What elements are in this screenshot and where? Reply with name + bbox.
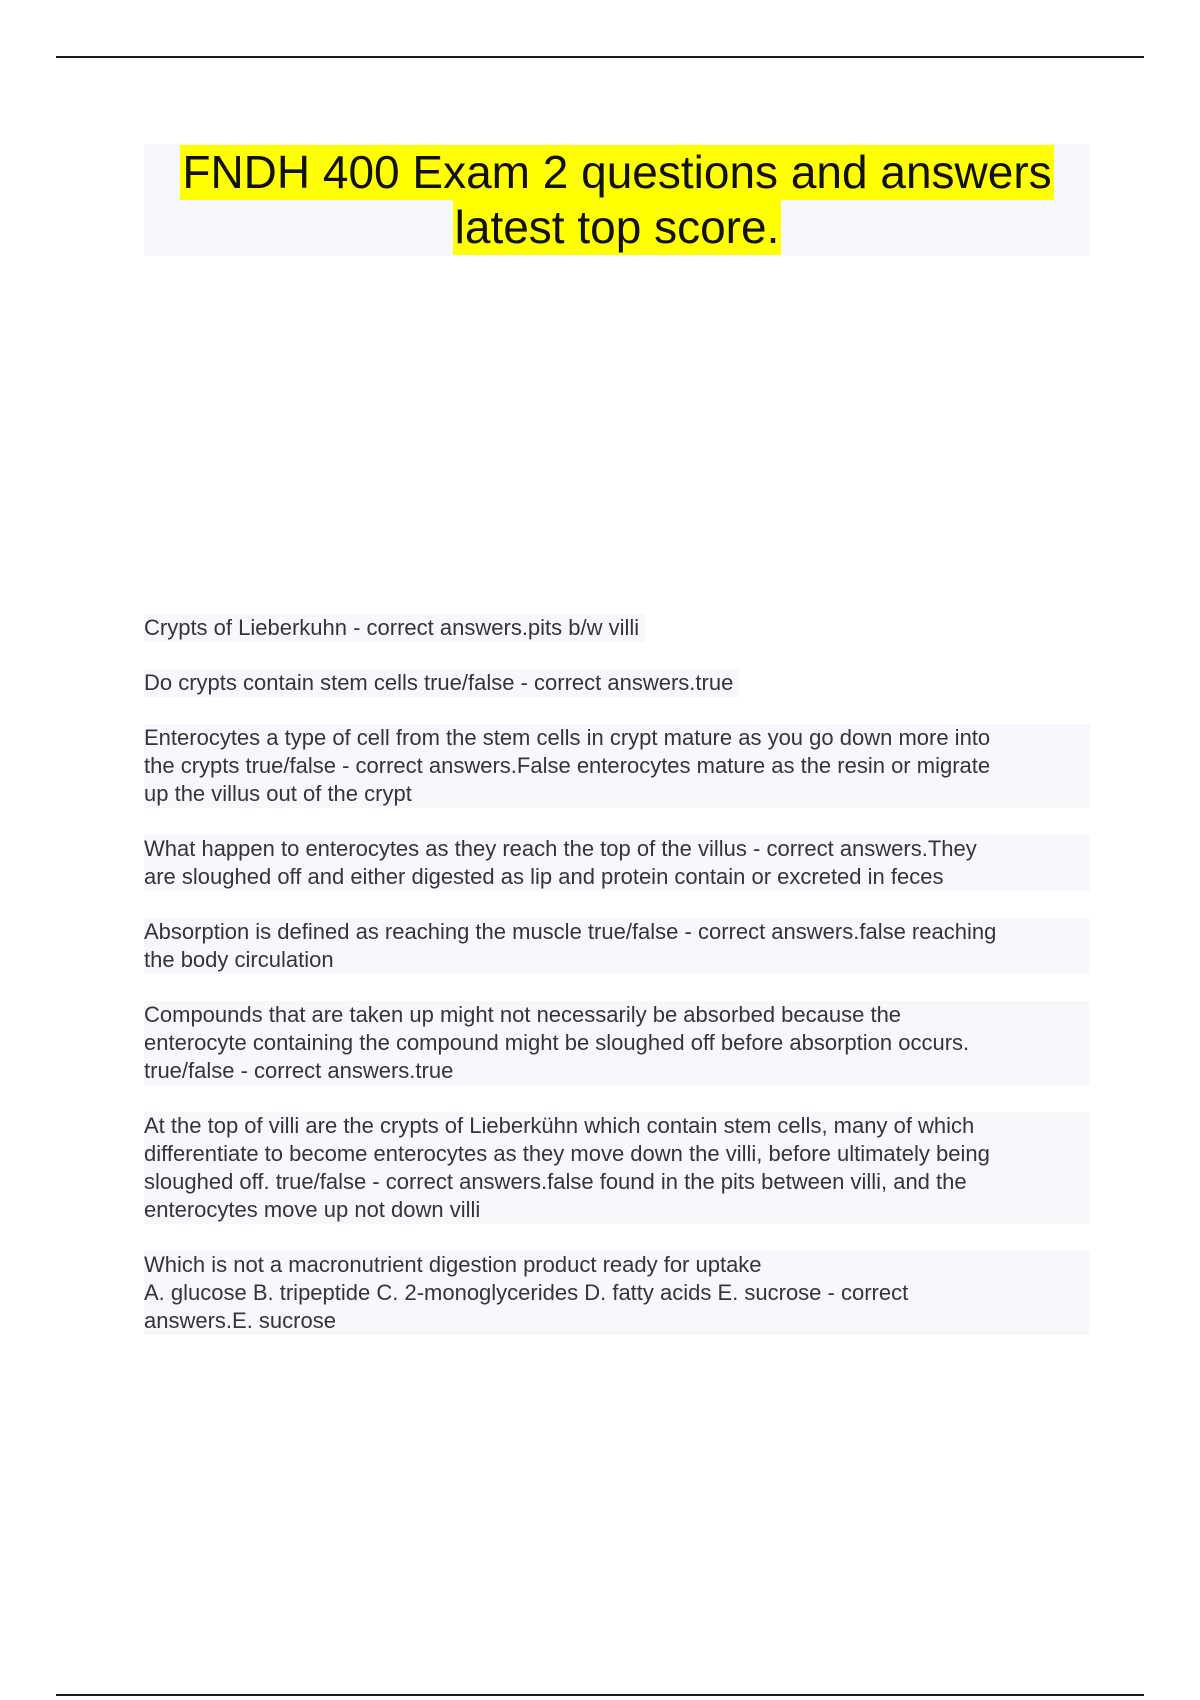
qa-line: Compounds that are taken up might not necessarily be absorbed because the: [144, 1001, 1090, 1029]
qa-line: Crypts of Lieberkuhn - correct answers.pits b/w villi: [144, 614, 645, 642]
bottom-rule: [56, 1694, 1144, 1696]
qa-item: [144, 669, 1090, 697]
qa-line: enterocytes move up not down villi: [144, 1196, 1090, 1224]
qa-list: [144, 614, 1090, 1362]
qa-line: What happen to enterocytes as they reach the top of the villus - correct answers.They: [144, 835, 1090, 863]
qa-item: [144, 918, 1090, 974]
title-line-2: latest top score.: [454, 201, 780, 253]
qa-line: sloughed off. true/false - correct answers.false found in the pits between villi, and the: [144, 1168, 1090, 1196]
qa-item: [144, 724, 1090, 808]
qa-line: A. glucose B. tripeptide C. 2-monoglycerides D. fatty acids E. sucrose - correct: [144, 1279, 1090, 1307]
top-rule: [56, 56, 1144, 58]
qa-line: are sloughed off and either digested as lip and protein contain or excreted in feces: [144, 863, 1090, 891]
qa-line: differentiate to become enterocytes as they move down the villi, before ultimately being: [144, 1140, 1090, 1168]
qa-line: the body circulation: [144, 946, 1090, 974]
qa-line: up the villus out of the crypt: [144, 780, 1090, 808]
qa-line: answers.E. sucrose: [144, 1307, 1090, 1335]
qa-line: At the top of villi are the crypts of Lieberkühn which contain stem cells, many of which: [144, 1112, 1090, 1140]
qa-line: Do crypts contain stem cells true/false - correct answers.true: [144, 669, 739, 697]
qa-line: Absorption is defined as reaching the muscle true/false - correct answers.false reaching: [144, 918, 1090, 946]
qa-item: [144, 1251, 1090, 1335]
title-line-1: FNDH 400 Exam 2 questions and answers: [182, 146, 1052, 198]
qa-line: true/false - correct answers.true: [144, 1057, 1090, 1085]
qa-item: [144, 1001, 1090, 1085]
qa-line: enterocyte containing the compound might be sloughed off before absorption occurs.: [144, 1029, 1090, 1057]
qa-line: Which is not a macronutrient digestion product ready for uptake: [144, 1251, 1090, 1279]
page-title: [144, 144, 1090, 256]
qa-item: [144, 614, 1090, 642]
qa-item: [144, 835, 1090, 891]
qa-line: Enterocytes a type of cell from the stem cells in crypt mature as you go down more into: [144, 724, 1090, 752]
qa-item: [144, 1112, 1090, 1224]
qa-line: the crypts true/false - correct answers.False enterocytes mature as the resin or migrate: [144, 752, 1090, 780]
